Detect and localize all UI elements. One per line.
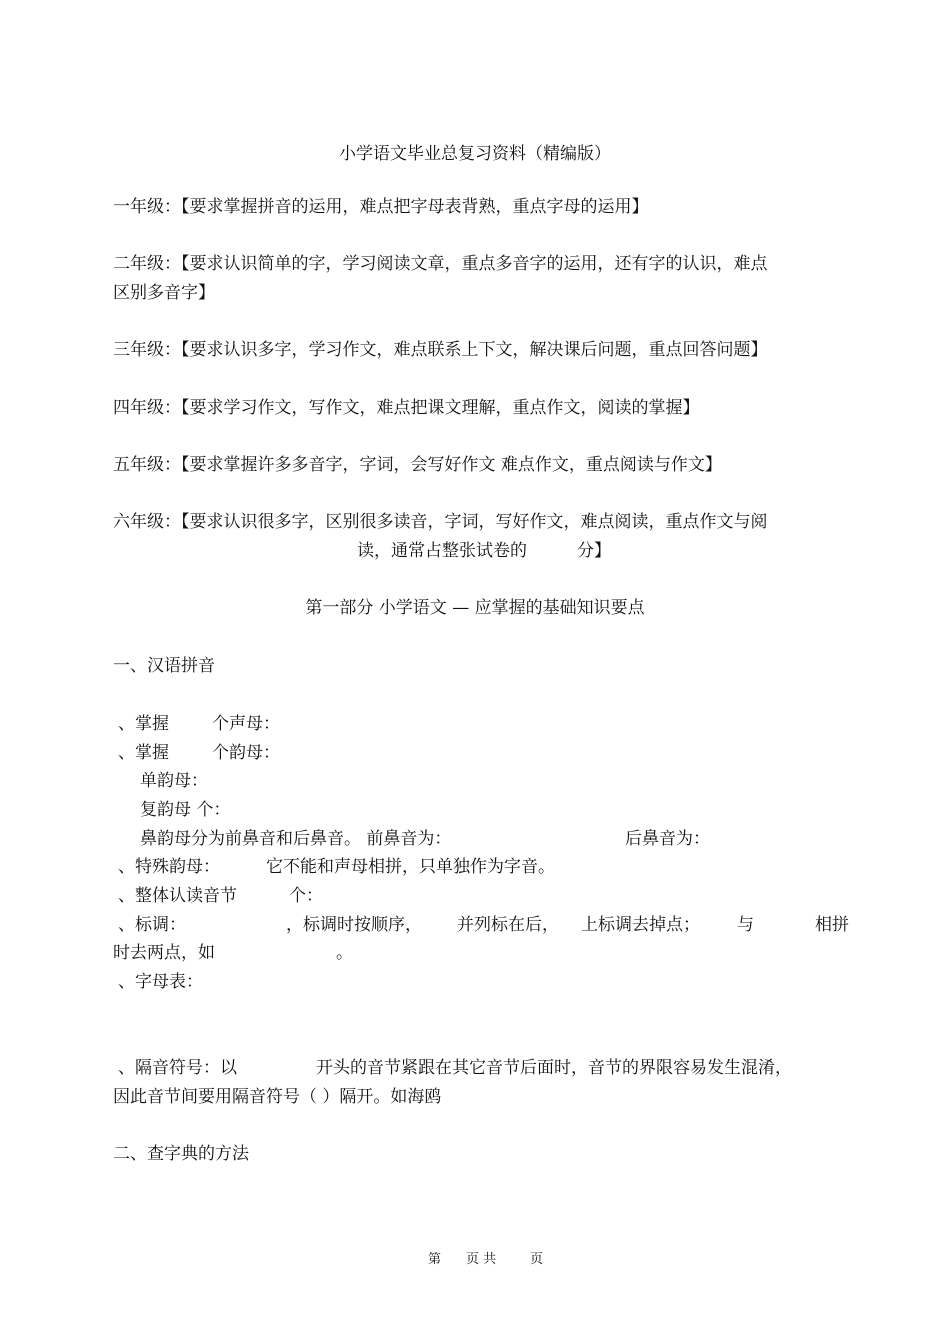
item-finals-b: 个韵母： <box>212 743 280 763</box>
item-initials: 、掌握 <box>118 714 169 734</box>
section-heading-pinyin: 一、汉语拼音 <box>113 656 215 676</box>
grade-3: 三年级：【要求认识多字，学习作文，难点联系上下文，解决课后问题，重点回答问题】 <box>113 340 768 360</box>
grade-4: 四年级：【要求学习作文，写作文，难点把课文理解，重点作文，阅读的掌握】 <box>113 398 700 418</box>
item-compound-finals: 复韵母 个： <box>140 800 231 820</box>
grade-2-line1: 二年级：【要求认识简单的字，学习阅读文章，重点多音字的运用，还有字的认识，难点 <box>113 254 768 274</box>
item-tone-d: 上标调去掉点； <box>581 915 700 935</box>
item-tone-f: 相拼 <box>815 915 849 935</box>
item-whole-b: 个： <box>289 886 323 906</box>
grade-6-line2a: 读，通常占整张试卷的 <box>357 541 527 561</box>
grade-2-line2: 区别多音字】 <box>113 283 215 303</box>
item-simple-finals: 单韵母： <box>140 771 208 791</box>
item-separator-a: 、隔音符号：以 <box>118 1058 237 1078</box>
item-initials-b: 个声母： <box>212 714 280 734</box>
item-nasal-b: 后鼻音为： <box>625 829 710 849</box>
item-finals: 、掌握 <box>118 743 169 763</box>
item-whole: 、整体认读音节 <box>118 886 237 906</box>
item-tone-e: 与 <box>737 915 754 935</box>
footer-page-a: 第 <box>428 1252 442 1267</box>
item-alphabet: 、字母表： <box>118 972 203 992</box>
part-title: 第一部分 小学语文 — 应掌握的基础知识要点 <box>305 598 645 618</box>
item-special-b: 它不能和声母相拼，只单独作为字音。 <box>266 857 555 877</box>
item-tone-line2a: 时去两点，如 <box>113 943 215 963</box>
item-tone-b: ，标调时按顺序， <box>286 915 422 935</box>
item-nasal-a: 鼻韵母分为前鼻音和后鼻音。 前鼻音为： <box>140 829 452 849</box>
item-separator-line2: 因此音节间要用隔音符号（ ）隔开。如海鸥 <box>113 1087 442 1107</box>
item-special-a: 、特殊韵母： <box>118 857 220 877</box>
grade-6-line1: 六年级：【要求认识很多字，区别很多读音，字词，写好作文，难点阅读，重点作文与阅 <box>113 512 768 532</box>
footer-page-c: 页 <box>530 1252 544 1267</box>
item-separator-b: 开头的音节紧跟在其它音节后面时，音节的界限容易发生混淆， <box>316 1058 792 1078</box>
document-title: 小学语文毕业总复习资料（精编版） <box>339 144 611 164</box>
footer-page-b: 页 共 <box>466 1252 497 1267</box>
item-tone-c: 并列标在后， <box>457 915 559 935</box>
section-heading-dictionary: 二、查字典的方法 <box>113 1144 249 1164</box>
item-tone-line2b: 。 <box>336 943 353 963</box>
item-tone-a: 、标调： <box>118 915 186 935</box>
grade-6-line2b: 分】 <box>577 541 611 561</box>
grade-1: 一年级：【要求掌握拼音的运用，难点把字母表背熟，重点字母的运用】 <box>113 197 649 217</box>
grade-5: 五年级：【要求掌握许多多音字，字词，会写好作文 难点作文，重点阅读与作文】 <box>113 455 722 475</box>
